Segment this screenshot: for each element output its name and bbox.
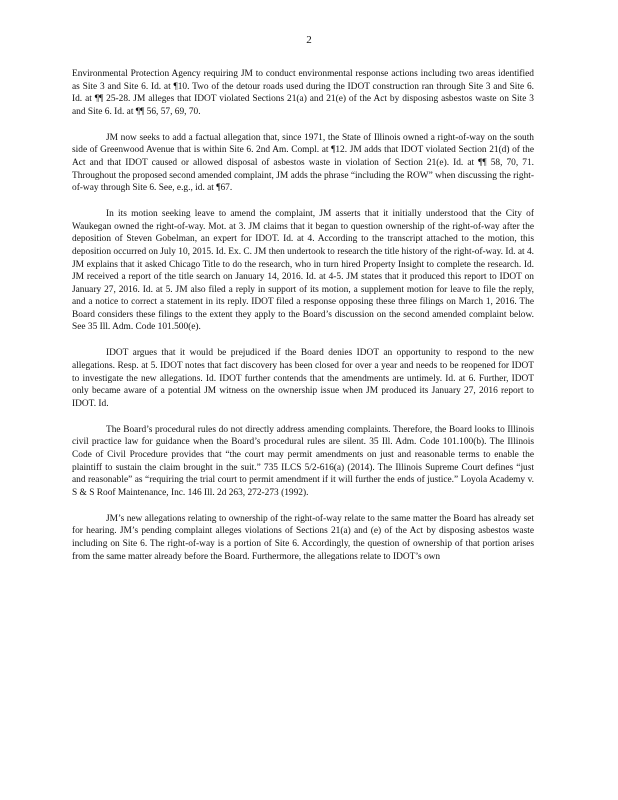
- paragraph-1: Environmental Protection Agency requiring JM to conduct environmental response actions including two areas identified as Site 3 and Site 6. Id. at ¶10. Two of the detour roads used during the IDOT construction ran through Site 3 and Site 6. Id. at ¶¶ 25-28. JM alleges that IDOT violated Sections 21(a) and 21(e) of the Act by disposing asbestos waste on Site 3 and Site 6. Id. at ¶¶ 56, 57, 69, 70.: [72, 69, 534, 117]
- page-number: 2: [306, 34, 312, 46]
- document-body: [72, 68, 534, 563]
- paragraph-3: In its motion seeking leave to amend the complaint, JM asserts that it initially understood that the City of Waukegan owned the right-of-way. Mot. at 3. JM claims that it began to question ownership of the right-of-way after the deposition of Steven Gobelman, an expert for IDOT. Id. at 4. According to the transcript attached to the motion, this deposition occurred on July 10, 2015. Id. Ex. C. JM then undertook to research the title history of the right-of-way. Id. at 4. JM explains that it asked Chicago Title to do the research, who in turn hired Property Insight to complete the research. Id. JM received a report of the title search on January 14, 2016. Id. at 4-5. JM states that it produced this report to IDOT on January 27, 2016. Id. at 5. JM also filed a reply in support of its motion, a supplement motion for leave to file the reply, and a notice to correct a statement in its reply. IDOT filed a response opposing these three filings on March 1, 2016. The Board considers these filings to the extent they apply to the Board’s discussion on the second amended complaint below. See 35 Ill. Adm. Code 101.500(e).: [72, 209, 534, 333]
- paragraph-4: IDOT argues that it would be prejudiced if the Board denies IDOT an opportunity to respond to the new allegations. Resp. at 5. IDOT notes that fact discovery has been closed for over a year and needs to be reopened for IDOT to investigate the new allegations. Id. IDOT further contends that the amendments are untimely. Id. at 6. Further, IDOT only became aware of a potential JM witness on the ownership issue when JM produced its January 27, 2016 report to IDOT. Id.: [72, 348, 534, 409]
- paragraph-5: The Board’s procedural rules do not directly address amending complaints. Therefore, the Board looks to Illinois civil practice law for guidance when the Board’s procedural rules are silent. 35 Ill. Adm. Code 101.100(b). The Illinois Code of Civil Procedure provides that “the court may permit amendments on just and reasonable terms to enable the plaintiff to sustain the claim brought in the suit.” 735 ILCS 5/2-616(a) (2014). The Illinois Supreme Court defines “just and reasonable” as “requiring the trial court to permit amendment if it will further the ends of justice.” Loyola Academy v. S & S Roof Maintenance, Inc. 146 Ill. 2d 263, 272-273 (1992).: [72, 424, 534, 498]
- paragraph-2: JM now seeks to add a factual allegation that, since 1971, the State of Illinois owned a right-of-way on the south side of Greenwood Avenue that is within Site 6. 2nd Am. Compl. at ¶12. JM adds that IDOT violated Section 21(d) of the Act and that IDOT caused or allowed disposal of asbestos waste in violation of Section 21(e). Id. at ¶¶ 58, 70, 71. Throughout the proposed second amended complaint, JM adds the phrase “including the ROW” when discussing the right-of-way through Site 6. See, e.g., id. at ¶67.: [72, 132, 534, 194]
- paragraph-6: JM’s new allegations relating to ownership of the right-of-way relate to the same matter the Board has already set for hearing. JM’s pending complaint alleges violations of Sections 21(a) and (e) of the Act by disposing asbestos waste including on Site 6. The right-of-way is a portion of Site 6. Accordingly, the question of ownership of that portion arises from the same matter already before the Board. Furthermore, the allegations relate to IDOT’s own: [72, 513, 534, 562]
